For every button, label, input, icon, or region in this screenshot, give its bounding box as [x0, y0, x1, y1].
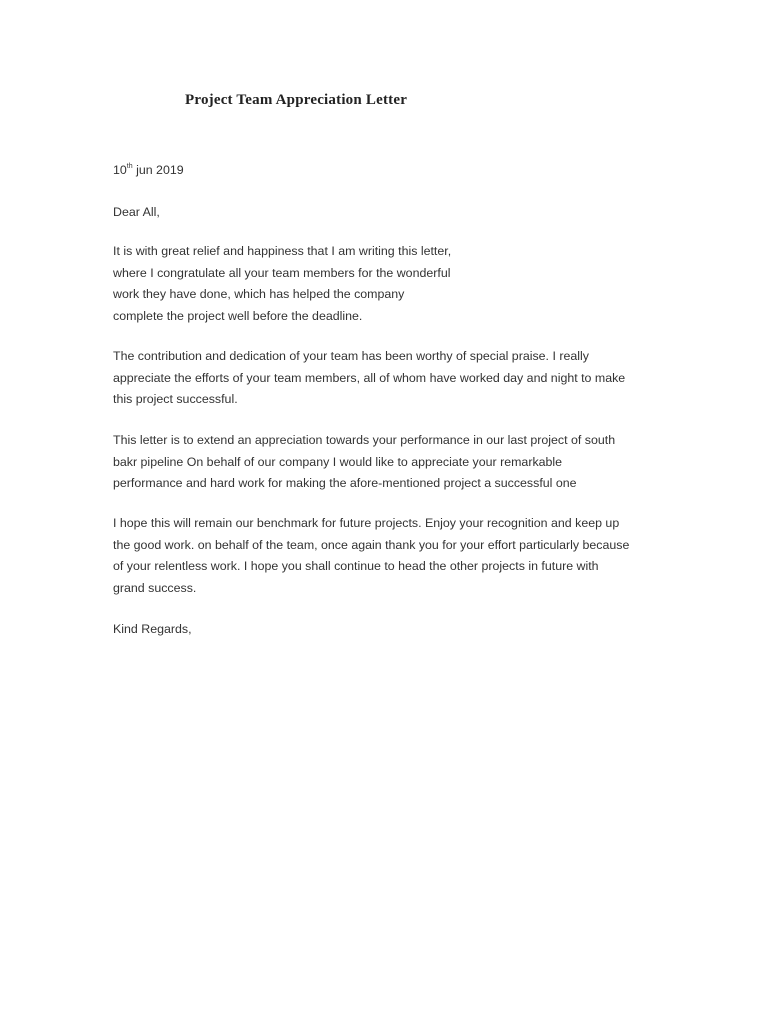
closing: Kind Regards, — [113, 622, 192, 636]
paragraph-2: The contribution and dedication of your team has been worthy of special praise. I really appreciate the efforts of your team members, all of whom have worked day and night to make this project successful. — [113, 349, 626, 406]
date-suffix: th — [126, 162, 133, 170]
salutation: Dear All, — [113, 205, 160, 219]
letter-date — [113, 160, 184, 182]
paragraph-4: I hope this will remain our benchmark for future projects. Enjoy your recognition and keep up the good work. on behalf of the team, once again thank you for your effort particularly because of your relentless work. I hope you shall continue to head the other projects in future with grand success. — [113, 516, 630, 595]
letter-title: Project Team Appreciation Letter — [185, 92, 408, 108]
paragraph-1: It is with great relief and happiness that I am writing this letter, where I congratulate all your team members for the wonderful work they have done, which has helped the company complete the project well before the deadline. — [113, 244, 452, 323]
paragraph-3: This letter is to extend an appreciation towards your performance in our last project of south bakr pipeline On behalf of our company I would like to appreciate your remarkable performance and hard work for making the afore-mentioned project a successful one — [113, 433, 616, 490]
date-day: 10 — [113, 163, 127, 177]
date-month-year: jun 2019 — [132, 163, 184, 177]
